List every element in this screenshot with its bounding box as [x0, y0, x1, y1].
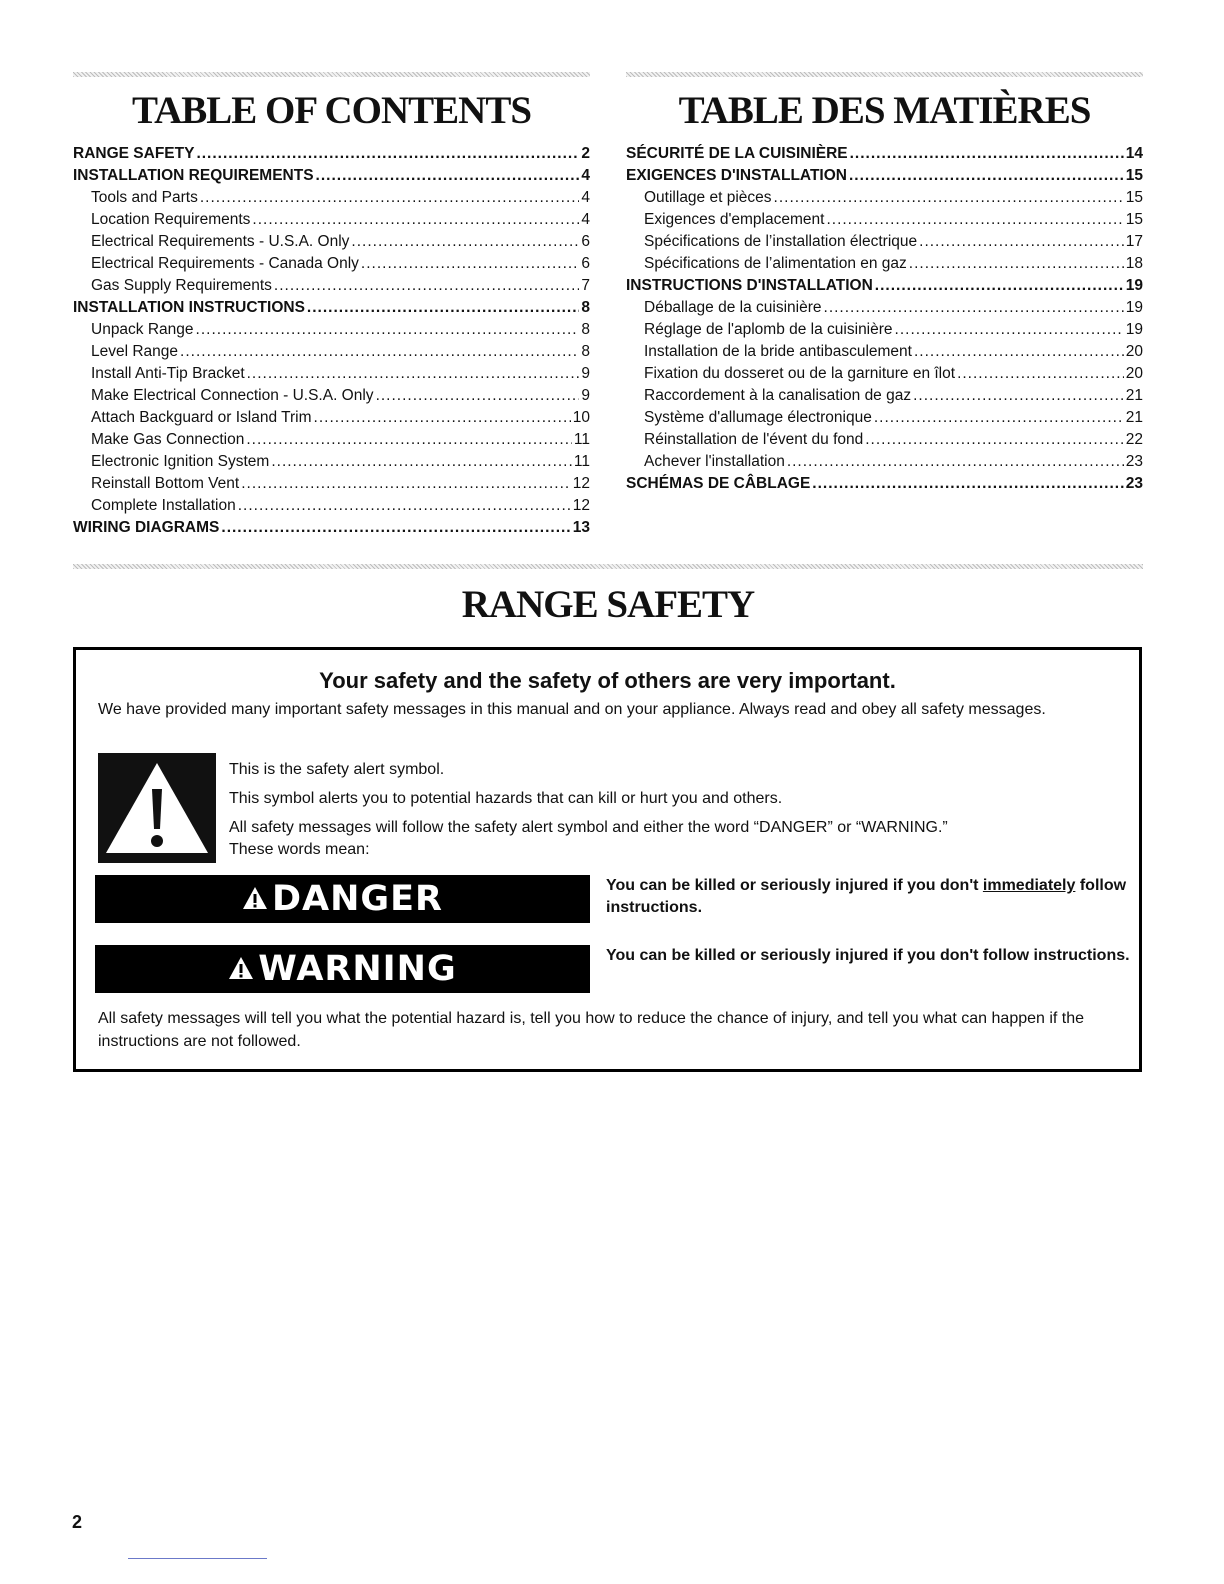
toc-entry-label: Déballage de la cuisinière: [644, 299, 822, 316]
toc-entry[interactable]: [626, 407, 1143, 429]
toc-entry[interactable]: [73, 451, 590, 473]
toc-entry-page: 22: [1125, 431, 1143, 448]
toc-entry[interactable]: [73, 231, 590, 253]
toc-entry[interactable]: [73, 165, 590, 187]
toc-entry[interactable]: [626, 297, 1143, 319]
toc-entry[interactable]: [73, 429, 590, 451]
danger-message-part: follow instructions.: [606, 877, 1127, 916]
toc-entry-page: 15: [1125, 211, 1143, 228]
footer-line: [128, 1558, 267, 1559]
toc-entry[interactable]: [626, 319, 1143, 341]
toc-entry-page: 11: [573, 431, 590, 448]
toc-entry[interactable]: [626, 209, 1143, 231]
toc-entry-label: SCHÉMAS DE CÂBLAGE: [626, 475, 811, 492]
toc-list-en: [73, 143, 590, 539]
toc-entry[interactable]: [626, 253, 1143, 275]
toc-entry[interactable]: [73, 407, 590, 429]
toc-entry-label: Make Gas Connection: [91, 431, 245, 448]
toc-entry-label: Tools and Parts: [91, 189, 198, 206]
section-rule: [73, 564, 1143, 569]
danger-label: DANGER: [271, 879, 444, 919]
toc-title-fr: TABLE DES MATIÈRES: [678, 89, 1091, 132]
toc-entry-page: 2: [581, 145, 590, 162]
toc-entry[interactable]: [73, 473, 590, 495]
toc-entry-page: 21: [1125, 387, 1143, 404]
toc-entry-page: 6: [581, 233, 590, 250]
toc-entry-page: 8: [581, 299, 590, 316]
toc-entry-page: 12: [572, 475, 590, 492]
toc-entry[interactable]: [73, 209, 590, 231]
toc-entry-label: Outillage et pièces: [644, 189, 772, 206]
toc-entry-page: 23: [1125, 453, 1143, 470]
alert-line-1: This is the safety alert symbol.: [229, 761, 445, 778]
toc-entry-page: 23: [1125, 475, 1143, 492]
safety-intro: We have provided many important safety messages in this manual and on your appliance. Always read and obey all safety messages.: [98, 701, 1046, 718]
toc-entry-label: Réglage de l'aplomb de la cuisinière: [644, 321, 893, 338]
toc-entry[interactable]: [73, 187, 590, 209]
toc-entry-page: 10: [572, 409, 590, 426]
toc-entry[interactable]: [73, 297, 590, 319]
toc-entry-label: INSTALLATION INSTRUCTIONS: [73, 299, 305, 316]
toc-entry-label: Complete Installation: [91, 497, 236, 514]
toc-entry[interactable]: [73, 143, 590, 165]
toc-entry[interactable]: [626, 473, 1143, 495]
toc-entry-page: 11: [573, 453, 590, 470]
toc-entry-label: Attach Backguard or Island Trim: [91, 409, 312, 426]
toc-entry[interactable]: [73, 495, 590, 517]
toc-entry[interactable]: [626, 143, 1143, 165]
toc-entry[interactable]: [73, 319, 590, 341]
toc-entry[interactable]: [73, 275, 590, 297]
toc-entry-page: 20: [1125, 343, 1143, 360]
toc-entry-label: Achever l'installation: [644, 453, 785, 470]
toc-entry[interactable]: [626, 341, 1143, 363]
danger-signal-word: [95, 875, 590, 923]
toc-entry-label: INSTRUCTIONS D'INSTALLATION: [626, 277, 873, 294]
toc-entry-page: 12: [572, 497, 590, 514]
toc-entry-page: 19: [1125, 277, 1143, 294]
toc-entry-label: Gas Supply Requirements: [91, 277, 272, 294]
toc-entry-label: WIRING DIAGRAMS: [73, 519, 220, 536]
toc-entry[interactable]: [73, 363, 590, 385]
toc-entry[interactable]: [73, 385, 590, 407]
toc-entry-page: 4: [581, 211, 590, 228]
toc-entry[interactable]: [626, 165, 1143, 187]
toc-entry-label: Reinstall Bottom Vent: [91, 475, 240, 492]
toc-entry-label: Unpack Range: [91, 321, 194, 338]
toc-entry-label: SÉCURITÉ DE LA CUISINIÈRE: [626, 145, 848, 162]
toc-entry-label: Spécifications de l’installation électrique: [644, 233, 918, 250]
safety-footer-text: All safety messages will tell you what the potential hazard is, tell you how to reduce the chance of injury, and tell you what can happen if the instructions are not followed.: [98, 1010, 1085, 1050]
toc-entry[interactable]: [626, 385, 1143, 407]
toc-title-en: TABLE OF CONTENTS: [131, 89, 532, 132]
toc-entry[interactable]: [626, 451, 1143, 473]
toc-entry[interactable]: [73, 341, 590, 363]
toc-entry-page: 15: [1125, 189, 1143, 206]
toc-entry-page: 19: [1125, 299, 1143, 316]
safety-heading: Your safety and the safety of others are very important.: [319, 668, 896, 693]
toc-entry[interactable]: [626, 275, 1143, 297]
toc-entry-label: Spécifications de l’alimentation en gaz: [644, 255, 907, 272]
toc-entry-label: Make Electrical Connection - U.S.A. Only: [91, 387, 374, 404]
toc-entry-label: Electrical Requirements - U.S.A. Only: [91, 233, 350, 250]
top-rule-left: [73, 72, 590, 77]
section-title-range-safety: RANGE SAFETY: [461, 583, 755, 626]
alert-line-4: These words mean:: [229, 841, 370, 858]
toc-entry[interactable]: [626, 187, 1143, 209]
toc-entry-label: Level Range: [91, 343, 179, 360]
danger-message-part: You can be killed or seriously injured if you don't: [606, 877, 983, 894]
toc-entry[interactable]: [626, 363, 1143, 385]
toc-entry-label: Raccordement à la canalisation de gaz: [644, 387, 912, 404]
toc-entry-page: 15: [1125, 167, 1143, 184]
toc-entry-page: 19: [1125, 321, 1143, 338]
toc-entry-page: 9: [581, 365, 590, 382]
toc-entry-label: Installation de la bride antibasculement: [644, 343, 912, 360]
toc-entry-label: Electrical Requirements - Canada Only: [91, 255, 359, 272]
toc-entry-label: Install Anti-Tip Bracket: [91, 365, 245, 382]
alert-triangle-icon: [242, 879, 268, 919]
alert-triangle-icon: [228, 949, 254, 989]
top-rule-right: [626, 72, 1143, 77]
alert-line-3: All safety messages will follow the safety alert symbol and either the word “DANGER” or “WARNING.”: [229, 819, 948, 836]
toc-entry-label: Exigences d'emplacement: [644, 211, 825, 228]
warning-label: WARNING: [258, 949, 457, 989]
toc-entry-page: 4: [581, 167, 590, 184]
alert-line-2: This symbol alerts you to potential hazards that can kill or hurt you and others.: [229, 790, 783, 807]
toc-entry[interactable]: [626, 429, 1143, 451]
toc-entry-label: EXIGENCES D'INSTALLATION: [626, 167, 847, 184]
safety-box: [73, 647, 1142, 1072]
warning-signal-word: [95, 945, 590, 993]
toc-entry-page: 20: [1125, 365, 1143, 382]
toc-entry-page: 6: [581, 255, 590, 272]
toc-entry-page: 14: [1125, 145, 1143, 162]
toc-entry-label: Electronic Ignition System: [91, 453, 270, 470]
toc-entry[interactable]: [73, 253, 590, 275]
toc-entry-label: RANGE SAFETY: [73, 145, 195, 162]
toc-entry-label: INSTALLATION REQUIREMENTS: [73, 167, 314, 184]
toc-entry-page: 9: [581, 387, 590, 404]
toc-entry[interactable]: [626, 231, 1143, 253]
toc-entry-label: Système d'allumage électronique: [644, 409, 872, 426]
warning-message: You can be killed or seriously injured if you don't follow instructions.: [606, 947, 1130, 964]
danger-message-emphasis: immediately: [982, 877, 1076, 894]
toc-list-fr: [626, 143, 1143, 495]
toc-entry-page: 21: [1125, 409, 1143, 426]
page-number: 2: [72, 1512, 83, 1532]
toc-entry-label: Location Requirements: [91, 211, 251, 228]
toc-entry-page: 17: [1125, 233, 1143, 250]
toc-entry-page: 8: [581, 343, 590, 360]
toc-entry[interactable]: [73, 517, 590, 539]
toc-entry-label: Fixation du dosseret ou de la garniture en îlot: [644, 365, 956, 382]
toc-entry-page: 7: [581, 277, 590, 294]
toc-entry-page: 8: [581, 321, 590, 338]
danger-message: [606, 875, 1131, 919]
toc-entry-page: 4: [581, 189, 590, 206]
toc-entry-page: 13: [572, 519, 590, 536]
toc-entry-label: Réinstallation de l'évent du fond: [644, 431, 864, 448]
safety-alert-icon: [98, 753, 216, 863]
toc-entry-page: 18: [1125, 255, 1143, 272]
